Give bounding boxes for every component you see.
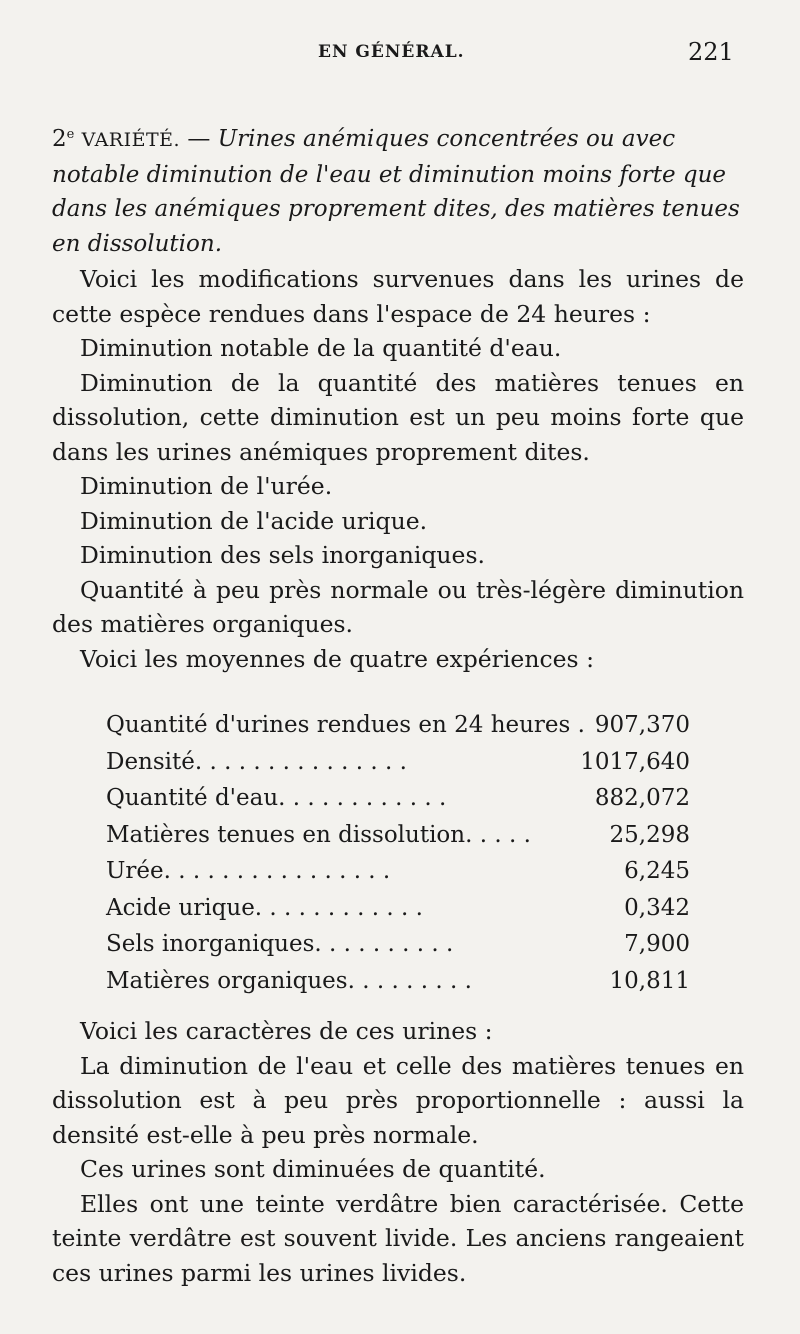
table-row [106,817,706,854]
characters-section [52,1014,744,1290]
row-label: Matières organiques. . . . . . . . . [106,967,472,994]
characters-paragraph: Elles ont une teinte verdâtre bien caractérisée. Cette teinte verdâtre est souvent livide. Les anciens rangeaient ces urines parmi les urines livides. [52,1189,744,1287]
row-value: 10,811 [609,967,690,994]
variety-label [52,126,180,152]
row-value: 882,072 [594,785,690,811]
row-label: Quantité d'eau. . . . . . . . . . . . [106,785,447,811]
table-row [106,744,706,781]
row-label: Matières tenues en dissolution. . . . . [106,821,531,848]
variety-title: Urines anémiques concentrées ou avec notable diminution de l'eau et diminution moins forte que dans les anémiques proprement dites, des matières tenues en dissolution. [52,126,740,257]
table-row [106,963,706,1000]
characters-intro: Voici les caractères de ces urines : [80,1017,493,1045]
row-label: Quantité d'urines rendues en 24 heures . [106,712,585,738]
page-number: 221 [688,38,734,66]
row-label: Urée. . . . . . . . . . . . . . . . [106,858,391,884]
characters-paragraph: Ces urines sont diminuées de quantité. [80,1155,546,1183]
page-header [0,38,800,82]
row-value: 7,900 [624,931,690,957]
table-row [106,926,706,963]
modifications-section [52,262,744,676]
table-row [106,707,706,744]
characters-paragraph: La diminution de l'eau et celle des matières tenues en dissolution est à peu près proportionnelle : aussi la densité est-elle à peu près normale. [52,1051,744,1149]
row-value: 1017,640 [580,748,690,775]
row-value: 6,245 [624,858,690,884]
row-label: Sels inorganiques. . . . . . . . . . [106,931,454,957]
variety-heading [52,118,742,261]
table-row [106,890,706,927]
list-item: Diminution de la quantité des matières tenues en dissolution, cette diminution est un peu moins forte que dans les urines anémiques proprement dites. [52,368,744,466]
table-row [106,853,706,890]
row-value: 907,370 [594,712,690,738]
variety-ordinal: e [66,127,75,142]
row-label: Densité. . . . . . . . . . . . . . . [106,748,407,775]
list-item: Quantité à peu près normale ou très-légère diminution des matières organiques. [52,575,744,638]
row-value: 0,342 [624,894,690,921]
variety-number: 2 [52,126,67,152]
list-item: Diminution de l'urée. [80,472,333,500]
list-item: Diminution de l'acide urique. [80,506,428,535]
row-value: 25,298 [609,821,690,848]
modifications-intro: Voici les modifications survenues dans les urines de cette espèce rendues dans l'espace de 24 heures : [52,265,744,328]
variety-dash: — [180,126,218,152]
list-item: Diminution des sels inorganiques. [80,541,485,569]
list-item: Diminution notable de la quantité d'eau. [80,334,562,362]
row-label: Acide urique. . . . . . . . . . . . [106,894,423,921]
running-head: EN GÉNÉRAL. [318,42,465,62]
variety-word: VARIÉTÉ. [81,129,181,151]
means-table [106,707,706,999]
table-row [106,780,706,817]
means-intro: Voici les moyennes de quatre expériences : [80,644,594,673]
